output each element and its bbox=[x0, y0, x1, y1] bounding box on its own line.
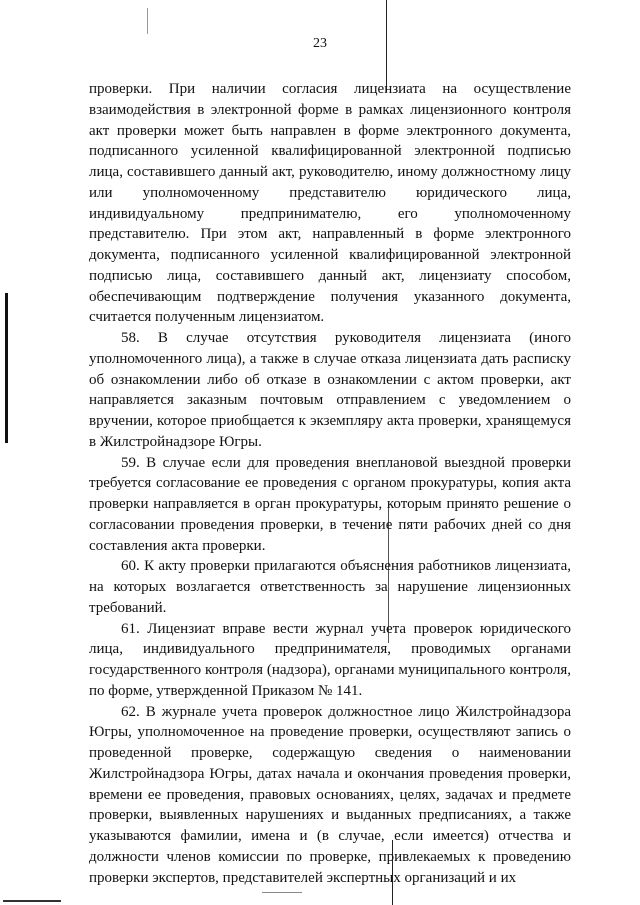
scan-speck bbox=[262, 892, 302, 893]
document-body bbox=[89, 79, 571, 888]
page-number: 23 bbox=[313, 36, 327, 51]
scan-tick-left bbox=[147, 8, 148, 34]
paragraph-item-62: 62. В журнале учета проверок должностное лицо Жилстройнадзора Югры, уполномоченное на проведение проверки, осуществляют запись о проведенной проверке, содержащую сведения о наименовании Жилстройнадзора Югры, датах начала и окончания проведения проверки, времени ее проведения, правовых основаниях, целях, задачах и предмете проверки, выявленных нарушениях и выданных предписаниях, а также указываются фамилии, имена и (в случае, если имеется) отчества и должности членов комиссии по проверке, привлекаемых к проведению проверки экспертов, представителей экспертных организаций и их bbox=[89, 703, 571, 886]
paragraph-item-61: 61. Лицензиат вправе вести журнал учета проверок юридического лица, индивидуального предпринимателя, проводимых органами государственного контроля (надзора), органами муниципального контроля, по форме, утвержденной Приказом № 141. bbox=[89, 620, 571, 699]
paragraph-item-58: 58. В случае отсутствия руководителя лицензиата (иного уполномоченного лица), а также в случае отказа лицензиата дать расписку об ознакомлении либо об отказе в ознакомлении с актом проверки, акт направляется заказным почтовым отправлением с уведомлением о вручении, которое приобщается к экземпляру акта проверки, хранящемуся в Жилстройнадзоре Югры. bbox=[89, 330, 571, 450]
scan-bottom-mark bbox=[3, 900, 61, 902]
scan-margin-bar bbox=[5, 293, 8, 443]
paragraph-item-60: 60. К акту проверки прилагаются объяснения работников лицензиата, на которых возлагается ответственность за нарушение лицензионных требований. bbox=[89, 558, 571, 616]
paragraph-continuation: проверки. При наличии согласия лицензиата на осуществление взаимодействия в электронной форме в рамках лицензионного контроля акт проверки может быть направлен в форме электронного документа, подписанного усиленной квалифицированной электронной подписью лица, составившего данный акт, руководителю, иному должностному лицу или уполномоченному представителю юридического лица, индивидуальному предпринимателю, его уполномоченному представителю. При этом акт, направленный в форме электронного документа, подписанного усиленной квалифицированной электронной подписью лица, составившего данный акт, лицензиату способом, обеспечивающим подтверждение получения указанного документа, считается полученным лицензиатом. bbox=[89, 81, 571, 326]
paragraph-item-59: 59. В случае если для проведения внеплановой выездной проверки требуется согласование ее проведения с органом прокуратуры, копия акта проверки направляется в орган прокуратуры, которым принято решение о согласовании проведения проверки, в течение пяти рабочих дней со дня составления акта проверки. bbox=[89, 454, 571, 554]
